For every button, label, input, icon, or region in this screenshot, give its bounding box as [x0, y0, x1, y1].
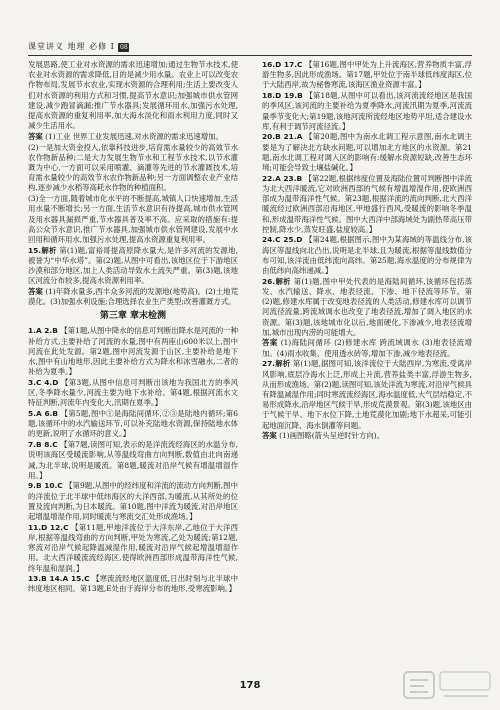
answer-label: 16.D 17.C — [262, 60, 303, 69]
answer-text: 【第7题,读图可知,表示的是洋流流经海区的水温分布,说明该海区受暖流影响,从等温线弯曲方向判断,数值由北向南递减,为北半球,说明是暖流。第8题,暖流对沿岸气候有增温增湿作用。】 — [28, 440, 238, 480]
answer-label: 22.A 23.B — [262, 173, 303, 183]
answer-label: 26.解析 — [262, 276, 291, 286]
right-column — [262, 60, 472, 668]
answer-paragraph — [28, 440, 238, 481]
answer-text: 发展思路,使工业对水资源的需求迅速增加;通过生物节水技术,使农业对水资源的需求降低,目的是减少用水量。农业上可以改变农作物布局,发展节水农业,实现水资源的合理利用;生活上要改变人们对水资源的利用方式和习惯,提高节水意识;加强城市供水管网建设,减少跑冒滴漏;推广节水器具;发展循环用水,加强污水处理,提高水资源的重复利用率,加大海水淡化和雨水利用力度,同时又减少生活用水。 — [28, 60, 238, 131]
answer-paragraph — [28, 287, 238, 307]
answer-label: 答案 — [28, 286, 43, 296]
answer-paragraph — [262, 235, 472, 276]
answer-text: (1)工业 世界工业发展迅速,对水资源的需求迅速增加。 — [45, 131, 223, 141]
answer-label: 20.B 21.A — [262, 132, 303, 142]
answer-paragraph — [28, 409, 238, 440]
running-header — [28, 40, 472, 54]
answer-label: 27.解析 — [262, 359, 291, 369]
answer-paragraph — [262, 359, 472, 430]
answer-paragraph — [28, 246, 238, 287]
answer-label: 3.C 4.D — [28, 377, 59, 387]
answer-paragraph — [262, 91, 472, 132]
answer-paragraph — [262, 277, 472, 338]
answer-label: 15.解析 — [28, 245, 57, 255]
answer-paragraph — [28, 143, 238, 194]
answer-label: 答案 — [28, 131, 43, 141]
answer-label: 1.A 2.B — [28, 326, 58, 336]
answer-label: 13.B 14.A 15.C — [28, 574, 90, 584]
answer-text: 【第16题,图中甲处为上升流海区,营养物质丰富,浮游生物多,因此形成渔场。第17题,甲处位于南半球低纬度海区,位于大陆西岸,故为秘鲁寒流,该海区渔业资源丰富。】 — [262, 60, 472, 90]
header-rule — [28, 55, 472, 56]
answer-text: 【第18题,从图中可以看出,该河流流经地区是我国的季风区,该河流的主要补给为夏季降水,河流汛期为夏季,河流流量季节变化大;第19题,该地河流所流经地区地势平坦,适合建设水库,有利于调节河流径流。】 — [262, 91, 472, 131]
answer-paragraph — [262, 174, 472, 235]
answer-text: 【第5题,图中①是海陆间循环,②③是陆地内循环;第6题,该循环中的水汽输送环节,可以补充陆地水资源,保持陆地水体的更新,说明了水循环的意义。】 — [28, 409, 238, 439]
page-badge: 08 — [120, 43, 128, 51]
answer-paragraph — [262, 60, 472, 91]
answer-text: (1)海陆间循环 (2)修建水库 跨流域调水 (3)地表径流增加。(4)雨水收集、使用透水砖等,增加下渗,减少地表径流。 — [262, 338, 472, 358]
chapter-heading: 第三章 章末检测 — [99, 311, 167, 322]
answer-paragraph — [28, 523, 238, 574]
answer-text: (1)画图略(箭头呈逆时针方向)。 — [279, 431, 385, 441]
answer-paragraph — [262, 431, 472, 441]
answer-text: 【第9题,从图中的经纬度和洋流的流动方向判断,图中的洋流位于北半球中低纬海区的大洋西部,为暖流,从其所处的位置及流向判断,为日本暖流。第10题,图中洋流为暖流,对沿岸地区起增温增湿作用,同时暖流与寒流交汇处形成渔场。】 — [28, 481, 238, 522]
page-number: 178 — [239, 680, 261, 691]
answer-text: 第(1)题,富裕哥提高原降水量大,是许多河流的发源地,被誉为“中华水塔”。第(2)题,从图中可看出,该地区位于下游地区沙漠和部分地区,加上人类活动导致水土流失严重。第(3)题,该地区河流分布较多,提高水资源利用率。 — [28, 245, 238, 286]
answer-text: (2)一是加大资金投入,依靠科技进步,培育需水量较少的高效节水农作物新品种;二是大力发展生物节水和工程节水技术,以节水灌溉为中心,一方面可以采用喷灌、滴灌等先进的节水灌溉技术,培育需水量较少的高效节水农作物新品种;另一方面调整农业产业结构,逐步减少水稻等高耗水作物的种植面积。 — [28, 142, 238, 193]
answer-label: 5.A 6.B — [28, 409, 59, 418]
answer-paragraph — [28, 132, 238, 142]
answer-text: 【第22题,根据纬度位置及海陆位置可判断图中洋流为北大西洋暖流,它对欧洲西部的气候有增温增湿作用,使欧洲西部成为温带海洋性气候。第23题,根据洋流的流向判断,北大西洋暖流经过欧洲西部沿海地区,甲地盛行西风,受暖流的影响冬季温和,形成温带海洋性气候。图中大西洋中部海域处为副热带高压带控制,降水少,蒸发旺盛,盐度较高。】 — [262, 173, 472, 234]
answer-paragraph — [28, 574, 238, 594]
answer-paragraph — [28, 326, 238, 377]
answer-text: 【第11题,甲地洋流位于大洋东岸,乙地位于大洋西岸,根据等温线弯曲的方向判断,甲处为寒流,乙处为暖流;第12题,寒流对沿岸气候起降温减湿作用,暖流对沿岸气候起增温增湿作用。北大西洋暖流流经海区,使得欧洲西部形成温带海洋性气候,终年温和湿润。】 — [28, 522, 238, 573]
answer-paragraph — [28, 481, 238, 522]
answer-text: 【第3题,从图中信息可判断出该地为我国北方的季风区,冬季降水量少,河流主要为地下水补给。第4题,根据河流水文特征判断,河流年内变化大,汛期在夏季。】 — [28, 377, 238, 408]
answer-label: 7.B 8.C — [28, 440, 58, 450]
watermark-logo — [402, 668, 492, 706]
answer-paragraph — [28, 378, 238, 409]
answer-paragraph — [262, 338, 472, 358]
answer-paragraph — [28, 194, 238, 245]
answer-paragraph — [262, 132, 472, 173]
answer-label: 答案 — [262, 338, 278, 348]
running-head-text: 课堂讲义 地理 必修 I — [28, 42, 115, 51]
answer-text: 【第1题,从图中降水的信息可判断出降水是河流的一种补给方式,主要补给了河流的水量,图中有两座山600米以上,图中河流在此处发源。第2题,图中河流发源于山区,主要补给是地下水,图中有山地地形,因此主要补给方式为降水和冰雪融水,二者的补给为夏季。】 — [28, 326, 238, 377]
answer-text: 【第24题,根据图示,图中为某海域的等温线分布,该海区等温线向北凸出,说明是北半球,且为暖流,根据等温线数值分布可知,该洋流由低纬流向高纬。第25题,海水温度的分布规律为由低纬向高纬递减。】 — [262, 235, 472, 276]
answer-paragraph — [28, 60, 238, 131]
left-column — [28, 60, 238, 668]
answer-text: 第(1)题,据图可知,该洋流位于大陆西岸,为寒流,受离岸风影响,底层冷海水上泛,形成上升流,营养盐类丰富,浮游生物多,从而形成渔场。第(2)题,读图可知,该处洋流为寒流,对沿岸气候具有降温减湿作用;同时寒流流经海区,海水温度低,大气层结稳定,不易形成降水,沿岸地区气候干旱,形成荒漠景观。第(3)题,该地区由于气候干旱、地下水位下降,土地荒漠化加剧;地下水超采,可能引起地面沉降、海水倒灌等问题。 — [262, 359, 472, 430]
answer-label: 9.B 10.C — [28, 481, 63, 491]
answer-text: 【第20题,图中为南水北调工程示意图,南水北调主要是为了解决北方缺水问题,可以增加北方地区的水资源。第21题,南水北调工程对调入区的影响有:缓解水资源短缺,改善生态环境;可能会导致土壤盐碱化。】 — [262, 132, 472, 173]
answer-label: 24.C 25.D — [262, 235, 303, 245]
answer-label: 11.D 12.C — [28, 522, 69, 532]
answer-label: 18.D 19.B — [262, 91, 303, 101]
answer-text: 【寒流流经地区温度低,日出时刻与北半球中纬度地区相同。第13题,E处由于海岸分布的地形,受寒流影响。】 — [28, 574, 238, 594]
answer-label: 答案 — [262, 431, 277, 441]
answer-text: 第(1)题,图中甲处代表的是海陆间循环,该循环包括蒸发、水汽输送、降水、地表径流、下渗、地下径流等环节。第(2)题,修建水库属于改变地表径流的人类活动,修建水库可以调节河流径流量,跨流域调水也改变了地表径流,增加了调入地区的水资源。第(3)题,该地城市化以后,地面硬化,下渗减少,地表径流增加,城市出现内涝的可能增大。 — [262, 276, 472, 337]
answer-text: (1)年降水量多,西丰众多河流的发源地(地势高)。(2)土地荒漠化。(3)加强水利设施;合理选择农业生产类型;改善灌溉方式。 — [28, 286, 238, 307]
answer-text: (3)全一方面,随着城市化水平的不断提高,城镇人口快速增加,生活用水量不断增长;另一方面,生活节水意识有待提高,城市供水管网及用水器具漏损严重,节水器具普及率不高。应采取的措施有:提高公众节水意识,推广节水器具,加强城市供水管网建设,发展中水回用和循环用水,加强污水处理,提高水资源重复利用率。 — [28, 194, 238, 244]
